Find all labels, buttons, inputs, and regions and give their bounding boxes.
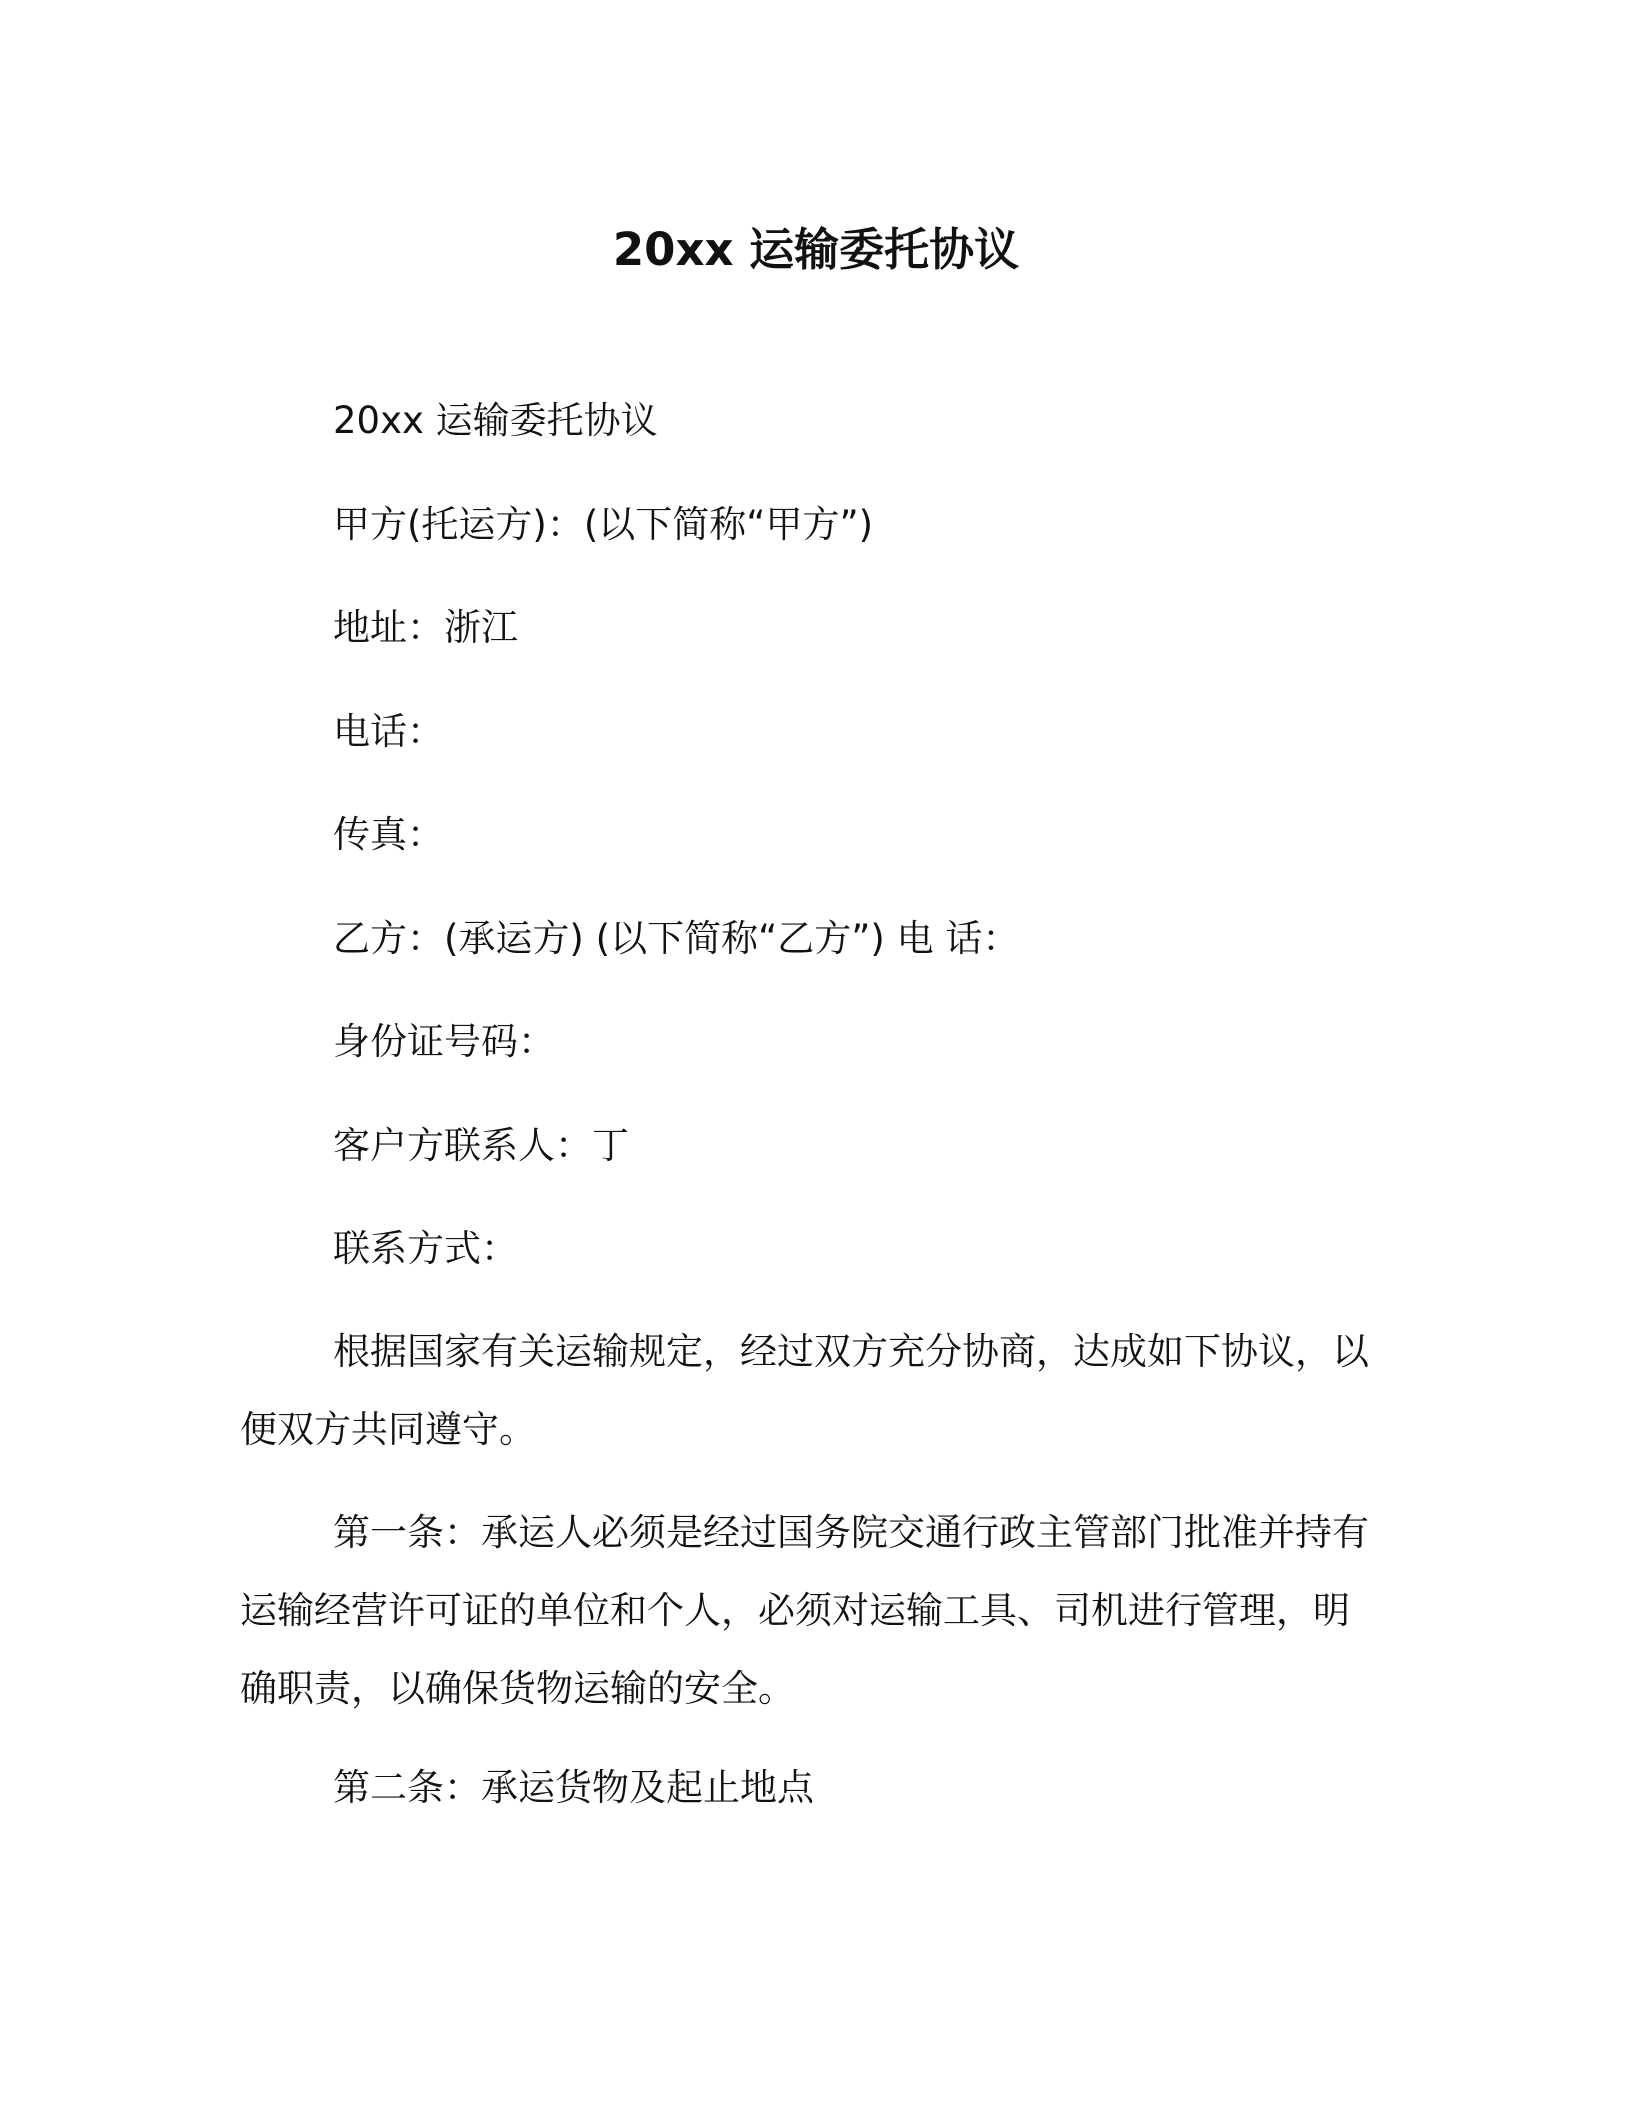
article-2-heading: 第二条：承运货物及起止地点 bbox=[333, 1766, 814, 1809]
contact-method-line: 联系方式： bbox=[333, 1227, 518, 1270]
article-1-line: 确职责，以确保货物运输的安全。 bbox=[240, 1667, 795, 1710]
party-b-line: 乙方：(承运方) (以下简称“乙方”) 电 话： bbox=[333, 917, 1020, 960]
address-line: 地址：浙江 bbox=[333, 606, 518, 649]
intro-line: 便双方共同遵守。 bbox=[240, 1408, 536, 1451]
document-subtitle: 20xx 运输委托协议 bbox=[333, 399, 658, 442]
party-a-line: 甲方(托运方)：(以下简称“甲方”) bbox=[333, 503, 874, 546]
client-contact-line: 客户方联系人：丁 bbox=[333, 1124, 629, 1167]
article-1-line: 第一条：承运人必须是经过国务院交通行政主管部门批准并持有 bbox=[333, 1511, 1369, 1554]
intro-paragraph bbox=[240, 1313, 1390, 1469]
intro-line: 根据国家有关运输规定，经过双方充分协商，达成如下协议，以 bbox=[333, 1330, 1369, 1373]
phone-line: 电话： bbox=[333, 710, 444, 753]
article-1-paragraph bbox=[240, 1494, 1390, 1728]
article-1-line: 运输经营许可证的单位和个人，必须对运输工具、司机进行管理，明 bbox=[240, 1589, 1350, 1632]
document-title: 20xx 运输委托协议 bbox=[612, 223, 1020, 276]
id-number-line: 身份证号码： bbox=[333, 1020, 555, 1063]
fax-line: 传真： bbox=[333, 813, 444, 856]
